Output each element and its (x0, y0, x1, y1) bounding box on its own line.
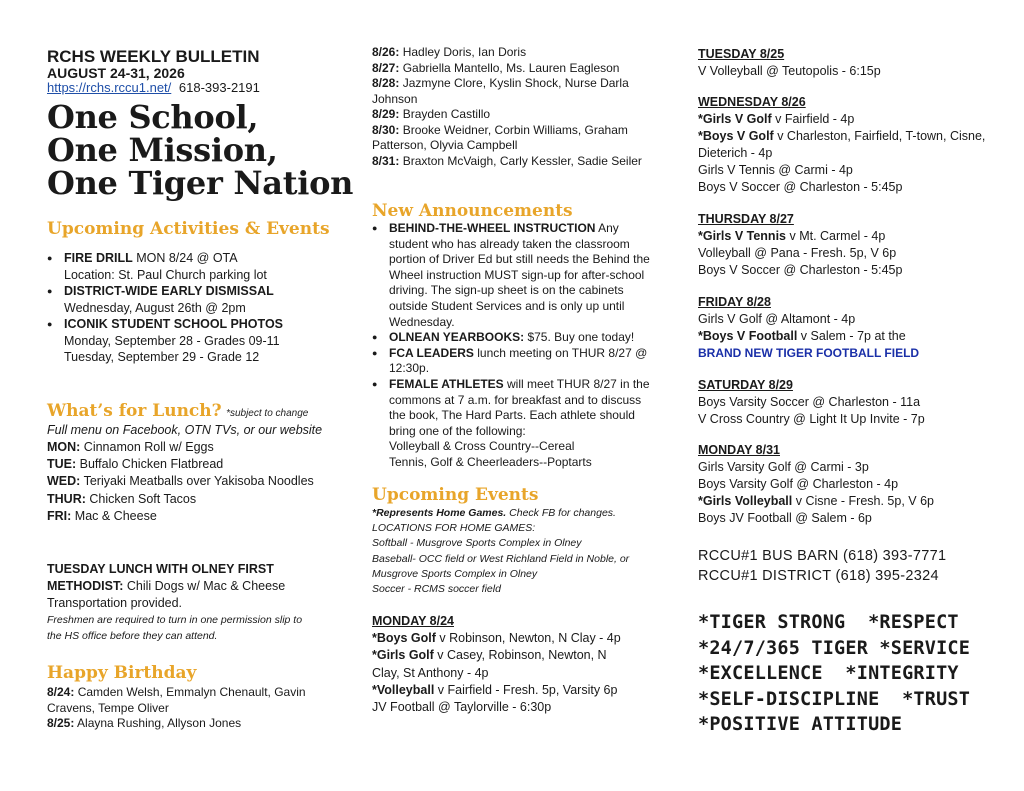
schedule-thursday: THURSDAY 8/27 *Girls V Tennis v Mt. Carmel - 4p Volleyball @ Pana - Fresh. 5p, V 6p Boys V Soccer @ Charleston - 5:45p (698, 211, 998, 279)
birthday-entry: 8/30: Brooke Weidner, Corbin Williams, Graham Patterson, Olyvia Campbell (372, 122, 628, 152)
lunch-day: TUE: Buffalo Chicken Flatbread (47, 457, 224, 472)
slogan-line: One Mission, (47, 131, 278, 169)
schedule-monday-8-24 (372, 613, 637, 716)
list-item: ● FEMALE ATHLETES will meet THUR 8/27 in the commons at 7 a.m. for breakfast and to discuss the book, The Hard Parts. Each athlete should bring one of the following: Volleyball & Cross Country--Cereal Tennis, Golf & Cheerleaders--Poptarts (372, 377, 650, 471)
schedule-friday: FRIDAY 8/28 Girls V Golf @ Altamont - 4p *Boys V Football v Salem - 7p at the BRAND NEW TIGER FOOTBALL FIELD (698, 294, 998, 362)
slogan-line: One School, (47, 98, 259, 136)
birthday-entry: 8/24: Camden Welsh, Emmalyn Chenault, Gavin Cravens, Tempe Oliver (47, 685, 306, 715)
schedule-line: *Boys Golf v Robinson, Newton, N Clay - 4p (372, 631, 621, 646)
schedule-line: Girls V Golf @ Altamont - 4p (698, 312, 856, 326)
list-item: ● FCA LEADERS lunch meeting on THUR 8/27 @ 12:30p. (372, 346, 650, 377)
website-link[interactable]: https://rchs.rccu1.net/ (47, 80, 172, 95)
schedule-line: Volleyball @ Pana - Fresh. 5p, V 6p (698, 246, 897, 260)
schedule-wednesday: WEDNESDAY 8/26 *Girls V Golf v Fairfield - 4p *Boys V Golf v Charleston, Fairfield, T-town, Cisne, Dieterich - 4p Girls V Tennis @ Carmi - 4p Boys V Soccer @ Charleston - 5:45p (698, 94, 998, 196)
schedule-line: *Boys V Football v Salem - 7p at the (698, 329, 906, 343)
schedule-line: Boys Varsity Soccer @ Charleston - 11a (698, 395, 921, 409)
schedule-line: V Volleyball @ Teutopolis - 6:15p (698, 64, 881, 78)
list-item: ● DISTRICT-WIDE EARLY DISMISSAL Wednesday, August 26th @ 2pm (47, 283, 347, 316)
activities-heading: Upcoming Activities & Events (47, 219, 330, 239)
schedule-saturday: SATURDAY 8/29 Boys Varsity Soccer @ Charleston - 11a V Cross Country @ Light It Up Invite - 7p (698, 377, 998, 428)
slogan-line: One Tiger Nation (47, 164, 354, 202)
list-item: ● BEHIND-THE-WHEEL INSTRUCTION Any student who has already taken the classroom portion of Driver Ed but still needs the Behind the Wheel instruction MUST sign-up for after-school driving. The sign-up sheet is on the cabinets outside Student Services and is only up until Wednesday. (372, 221, 650, 330)
special-lunch: TUESDAY LUNCH WITH OLNEY FIRST METHODIST: Chili Dogs w/ Mac & Cheese Transportation provided. (47, 562, 286, 610)
announcements-heading: New Announcements (372, 201, 573, 221)
value-line: *POSITIVE ATTITUDE (698, 714, 903, 735)
schedule-line: Boys V Soccer @ Charleston - 5:45p (698, 180, 903, 194)
value-line: *TIGER STRONG *RESPECT (698, 612, 959, 633)
list-item: ● OLNEAN YEARBOOKS: $75. Buy one today! (372, 330, 650, 346)
announcements-list (372, 221, 650, 471)
district-contacts (698, 546, 946, 586)
schedule-line: *Girls Volleyball v Cisne - Fresh. 5p, V 6p (698, 494, 934, 508)
birthday-list (47, 685, 327, 732)
schedule-line: *Volleyball v Fairfield - Fresh. 5p, Varsity 6p (372, 682, 618, 697)
lunch-heading: What’s for Lunch? (47, 401, 222, 421)
tiger-values (698, 610, 970, 738)
district-phone: RCCU#1 DISTRICT (618) 395-2324 (698, 568, 939, 584)
schedule-line: *Girls V Tennis v Mt. Carmel - 4p (698, 229, 886, 243)
birthday-entry: 8/27: Gabriella Mantello, Ms. Lauren Eagleson (372, 60, 620, 75)
schedule-tuesday: TUESDAY 8/25 V Volleyball @ Teutopolis - 6:15p (698, 46, 998, 80)
football-field-highlight: BRAND NEW TIGER FOOTBALL FIELD (698, 346, 920, 360)
contact-line (47, 80, 260, 96)
freshmen-note: Freshmen are required to turn in one permission slip to the HS office before they can attend. (47, 614, 303, 642)
lunch-day: MON: Cinnamon Roll w/ Eggs (47, 440, 214, 454)
birthday-entry: 8/31: Braxton McVaigh, Carly Kessler, Sadie Seiler (372, 153, 642, 168)
birthday-entry: 8/25: Alayna Rushing, Allyson Jones (47, 716, 242, 730)
schedule-line: Boys V Soccer @ Charleston - 5:45p (698, 263, 903, 277)
lunch-menu (47, 439, 327, 525)
schedule-line: *Girls V Golf v Fairfield - 4p (698, 112, 855, 126)
lunch-day: WED: Teriyaki Meatballs over Yakisoba Noodles (47, 474, 314, 489)
bulletin-title: RCHS WEEKLY BULLETIN (47, 47, 260, 66)
schedule-day-title: MONDAY 8/24 (372, 614, 454, 628)
lunch-day: FRI: Mac & Cheese (47, 508, 157, 523)
lunch-heading-row (47, 401, 308, 421)
birthday-heading: Happy Birthday (47, 663, 197, 683)
activities-list (47, 250, 347, 366)
schedule-line: JV Football @ Taylorville - 6:30p (372, 700, 552, 715)
schedule-line: *Girls Golf v Casey, Robinson, Newton, N Clay, St Anthony - 4p (372, 648, 607, 680)
events-notes: *Represents Home Games. Check FB for changes. LOCATIONS FOR HOME GAMES: Softball - Musgrove Sports Complex in Olney Baseball- OCC field or West Richland Field in Noble, or Musgrove Sports Complex in Olney Soccer - RCMS soccer field (372, 507, 630, 596)
bus-barn-phone: RCCU#1 BUS BARN (618) 393-7771 (698, 548, 947, 564)
birthday-entry: 8/29: Brayden Castillo (372, 107, 491, 121)
schedule-line: V Cross Country @ Light It Up Invite - 7p (698, 412, 925, 426)
schedule-line: Boys JV Football @ Salem - 6p (698, 511, 872, 525)
birthday-entry: 8/28: Jazmyne Clore, Kyslin Shock, Nurse Darla Johnson (372, 76, 629, 106)
birthday-list-continued (372, 45, 647, 169)
school-phone: 618-393-2191 (178, 80, 260, 95)
list-item: ● FIRE DRILL MON 8/24 @ OTA Location: St. Paul Church parking lot (47, 250, 347, 283)
lunch-subject-note: *subject to change (226, 408, 309, 419)
events-heading: Upcoming Events (372, 485, 539, 505)
schedule-line: Girls Varsity Golf @ Carmi - 3p (698, 460, 869, 474)
value-line: *EXCELLENCE *INTEGRITY (698, 663, 959, 684)
bulletin-dates: AUGUST 24-31, 2026 (47, 65, 185, 81)
schedule-monday-8-31: MONDAY 8/31 Girls Varsity Golf @ Carmi - 3p Boys Varsity Golf @ Charleston - 4p *Girls Volleyball v Cisne - Fresh. 5p, V 6p Boys JV Football @ Salem - 6p (698, 442, 998, 527)
value-line: *24/7/365 TIGER *SERVICE (698, 637, 971, 659)
schedule-line: Boys Varsity Golf @ Charleston - 4p (698, 477, 899, 491)
lunch-day: THUR: Chicken Soft Tacos (47, 491, 197, 506)
list-item: ● ICONIK STUDENT SCHOOL PHOTOS Monday, September 28 - Grades 09-11 Tuesday, September 29 - Grade 12 (47, 316, 347, 366)
schedule-line: Girls V Tennis @ Carmi - 4p (698, 163, 853, 177)
slogan (47, 98, 354, 202)
schedule-line: *Boys V Golf v Charleston, Fairfield, T-town, Cisne, Dieterich - 4p (698, 129, 986, 160)
birthday-entry: 8/26: Hadley Doris, Ian Doris (372, 45, 527, 59)
value-line: *SELF-DISCIPLINE *TRUST (698, 688, 971, 710)
lunch-menu-note: Full menu on Facebook, OTN TVs, or our website (47, 423, 323, 437)
